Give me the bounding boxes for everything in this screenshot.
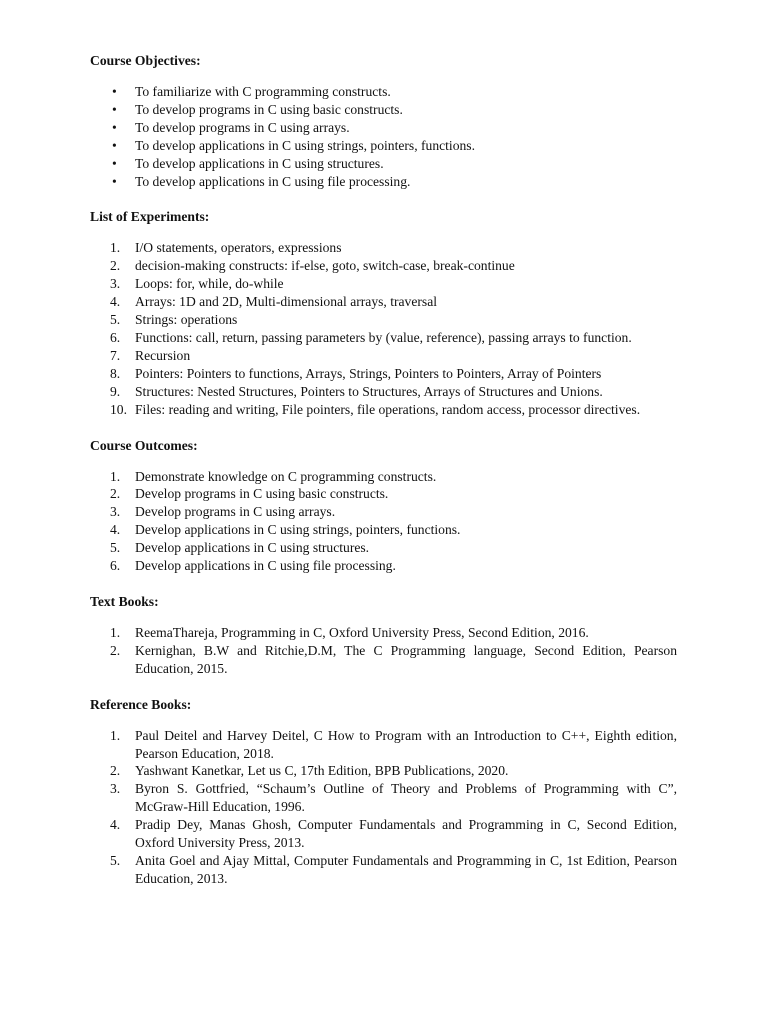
list-item: 8. Pointers: Pointers to functions, Arrays, Strings, Pointers to Pointers, Array of Pointers (110, 365, 602, 381)
list-item: 5. Develop applications in C using structures. (110, 540, 370, 556)
course-outcomes-section (90, 437, 677, 575)
list-item: 4. Develop applications in C using strings, pointers, functions. (110, 522, 461, 538)
course-outcomes-list (90, 468, 677, 575)
list-item: 2. decision-making constructs: if-else, goto, switch-case, break-continue (110, 258, 515, 274)
list-item: • To develop programs in C using basic constructs. (112, 101, 403, 117)
list-item: 5. Anita Goel and Ajay Mittal, Computer Fundamentals and Programming in C, 1st Edition, Pearson Education, 2013. (110, 853, 677, 886)
text-books-list (90, 624, 677, 678)
bullet-icon: • (112, 137, 117, 153)
experiments-heading: List of Experiments: (90, 209, 210, 225)
course-outcomes-heading: Course Outcomes: (90, 437, 198, 453)
list-item: 4. Arrays: 1D and 2D, Multi-dimensional arrays, traversal (110, 294, 438, 310)
list-item: 3. Develop programs in C using arrays. (110, 504, 336, 520)
list-item: 1. ReemaThareja, Programming in C, Oxford University Press, Second Edition, 2016. (110, 624, 589, 640)
reference-books-section (90, 696, 677, 888)
list-item: 1. Paul Deitel and Harvey Deitel, C How to Program with an Introduction to C++, Eighth edition, Pearson Education, 2018. (110, 727, 677, 761)
text-books-heading: Text Books: (90, 593, 159, 609)
experiments-list (90, 239, 677, 418)
list-item: 6. Develop applications in C using file processing. (110, 558, 396, 574)
list-item: 1. I/O statements, operators, expressions (110, 240, 342, 256)
text-books-section (90, 593, 677, 678)
list-item: 2. Kernighan, B.W and Ritchie,D.M, The C Programming language, Second Edition, Pearson Education, 2015. (110, 642, 677, 676)
bullet-icon: • (112, 101, 117, 117)
list-item: 6. Functions: call, return, passing parameters by (value, reference), passing arrays to function. (110, 329, 632, 345)
bullet-icon: • (112, 119, 117, 135)
list-item: 2. Yashwant Kanetkar, Let us C, 17th Edition, BPB Publications, 2020. (110, 763, 509, 779)
list-item: 3. Loops: for, while, do-while (110, 276, 284, 292)
list-item: • To develop programs in C using arrays. (112, 119, 350, 135)
reference-books-heading: Reference Books: (90, 696, 192, 712)
list-item: 7. Recursion (110, 347, 191, 363)
course-objectives-list (90, 83, 677, 190)
list-item: • To familiarize with C programming constructs. (112, 84, 391, 99)
course-objectives-heading: Course Objectives: (90, 53, 201, 68)
reference-books-list (90, 727, 677, 888)
experiments-section (90, 208, 677, 418)
course-objectives-section (90, 52, 677, 190)
list-item: 3. Byron S. Gottfried, “Schaum’s Outline of Theory and Problems of Programming with C”, McGraw-Hill Education, 1996. (110, 781, 677, 815)
bullet-icon: • (112, 173, 117, 189)
list-item: 2. Develop programs in C using basic constructs. (110, 486, 389, 502)
list-item: 9. Structures: Nested Structures, Pointers to Structures, Arrays of Structures and Unions. (110, 383, 603, 399)
list-item: 5. Strings: operations (110, 312, 238, 328)
list-item: • To develop applications in C using strings, pointers, functions. (112, 137, 475, 153)
list-item: 4. Pradip Dey, Manas Ghosh, Computer Fundamentals and Programming in C, Second Edition, Oxford University Press, 2013. (110, 817, 677, 851)
list-item: 10. Files: reading and writing, File pointers, file operations, random access, processor directives. (110, 401, 641, 417)
syllabus-page (90, 52, 677, 888)
bullet-icon: • (112, 84, 117, 99)
bullet-icon: • (112, 155, 117, 171)
list-item: 1. Demonstrate knowledge on C programming constructs. (110, 468, 437, 484)
list-item: • To develop applications in C using structures. (112, 155, 384, 171)
list-item: • To develop applications in C using file processing. (112, 173, 411, 189)
